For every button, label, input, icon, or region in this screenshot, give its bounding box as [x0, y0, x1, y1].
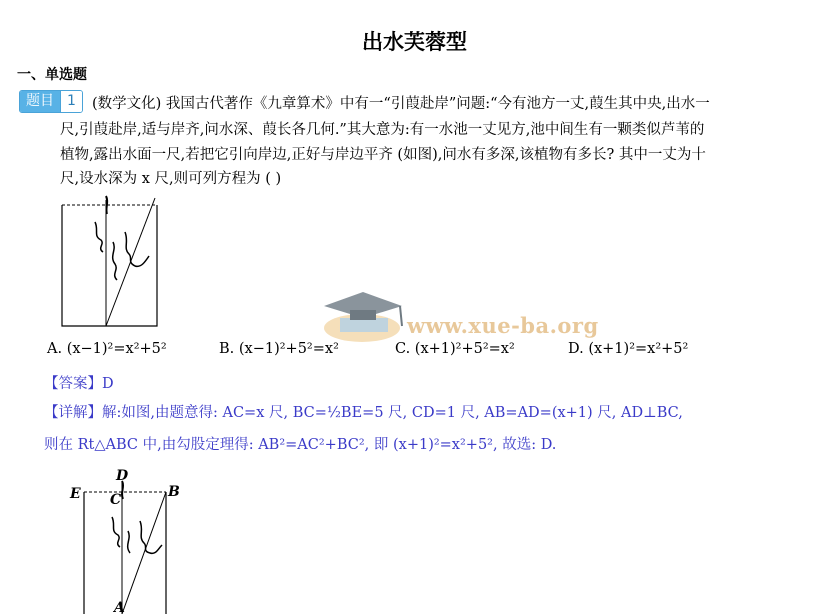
label-d: D — [116, 468, 129, 484]
label-c: C — [110, 492, 122, 508]
question-tag — [19, 90, 83, 113]
section-heading: 一、单选题 — [17, 67, 87, 83]
answer: 【答案】D — [44, 376, 114, 392]
question-line-3: 植物,露出水面一尺,若把它引向岸边,正好与岸边平齐 (如图),问水有多深,该植物有多长? 其中一丈为十 — [60, 147, 706, 163]
label-a: A — [114, 600, 125, 614]
question-tag-number: 1 — [60, 91, 82, 112]
detail-line-2: 则在 Rt△ABC 中,由勾股定理得: AB²=AC²+BC², 即 (x+1)²=x²+5², 故选: D. — [44, 437, 557, 453]
question-line-4: 尺,设水深为 x 尺,则可列方程为 ( ) — [60, 171, 282, 187]
label-b: B — [168, 484, 180, 500]
detail-line-1: 【详解】解:如图,由题意得: AC=x 尺, BC=½BE=5 尺, CD=1 尺, AB=AD=(x+1) 尺, AD⊥BC, — [44, 405, 683, 421]
pool-figure-1 — [55, 192, 170, 332]
question-line-2: 尺,引葭赴岸,适与岸齐,问水深、葭长各几何.”其大意为:有一水池一丈见方,池中间生有一颗类似芦苇的 — [60, 122, 705, 138]
question-tag-label: 题目 — [20, 91, 60, 112]
option-b: B. (x−1)²+5²=x² — [219, 341, 339, 357]
question-line-1: (数学文化) 我国古代著作《九章算术》中有一“引葭赴岸”问题:“今有池方一丈,葭生其中央,出水一 — [92, 96, 710, 112]
pool-figure-2 — [62, 465, 192, 614]
page-title: 出水芙蓉型 — [362, 30, 467, 54]
label-e: E — [70, 486, 81, 502]
option-d: D. (x+1)²=x²+5² — [568, 341, 689, 357]
option-a: A. (x−1)²=x²+5² — [47, 341, 167, 357]
option-c: C. (x+1)²+5²=x² — [395, 341, 515, 357]
watermark-text: www.xue-ba.org — [407, 313, 599, 338]
